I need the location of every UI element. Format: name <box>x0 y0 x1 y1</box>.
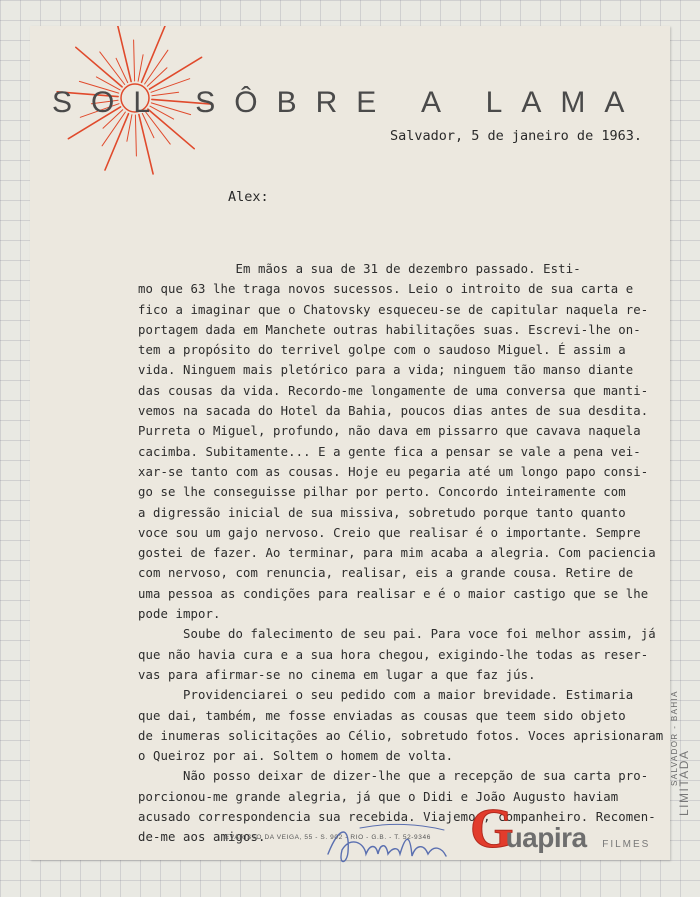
letter-line: pode impor. <box>138 607 221 622</box>
letter-line: que não havia cura e a sua hora chegou, exigindo-lhe todas as reser- <box>138 647 649 662</box>
letter-line: xar-se tanto com as cousas. Hoje eu pegaria até um longo papo consi- <box>138 464 649 479</box>
letterhead-side-text: SALVADOR - BAHIA <box>670 690 679 786</box>
letter-line: acusado correspondencia sua recebida. Viajemos, companheiro. Recomen- <box>138 810 656 825</box>
letter-line: Providenciarei o seu pedido com a maior brevidade. Estimaria <box>138 688 634 703</box>
letter-line: de-me aos amigos. <box>138 830 266 845</box>
letter-sheet <box>30 26 691 860</box>
letter-line: cacimba. Subitamente... E a gente fica a pensar se vale a pena vei- <box>138 444 641 459</box>
letter-line: com nervoso, com renuncia, realisar, eis a grande cousa. Retire de <box>138 566 634 581</box>
letter-body <box>138 259 698 848</box>
letter-line: Purreta o Miguel, profundo, não dava em pissarro que cavava naquela <box>138 424 641 439</box>
letter-line: Em mãos a sua de 31 de dezembro passado. Esti- <box>138 262 581 276</box>
letter-line: vas para afirmar-se no cinema em lugar a que faz jús. <box>138 667 536 682</box>
letter-line: Não posso deixar de dizer-lhe que a recepção de sua carta pro- <box>138 769 649 784</box>
letter-line: o Queiroz por ai. Soltem o homem de volta. <box>138 749 454 764</box>
letter-line: go se lhe conseguisse pilhar por perto. Concordo inteiramente com <box>138 485 626 500</box>
brand-initial: G <box>470 798 514 860</box>
letter-line: vida. Ninguem mais pletórico para a vida; ninguem tão manso diante <box>138 363 634 378</box>
letter-line: Soube do falecimento de seu pai. Para voce foi melhor assim, já <box>138 627 656 642</box>
letter-line: voce sou um gajo nervoso. Creio que realisar é o importante. Sempre <box>138 525 641 540</box>
letter-line: vemos na sacada do Hotel da Bahia, poucos dias antes de sua desdita. <box>138 404 649 419</box>
letter-line: a digressão inicial de sua missiva, sobretudo porque tanto quanto <box>138 505 626 520</box>
letter-line: uma pessoa as condições para realisar e é o maior castigo que se lhe <box>138 586 649 601</box>
sun-logo-icon <box>40 26 230 216</box>
letter-line: mo que 63 lhe traga novos sucessos. Leio o introito de sua carta e <box>138 282 634 297</box>
letter-line: tem a propósito do terrivel golpe com o saudoso Miguel. É assim a <box>138 343 626 358</box>
letter-dateline: Salvador, 5 de janeiro de 1963. <box>390 128 642 144</box>
letterhead-footer-address: EVARISTO DA VEIGA, 55 - S. 902 - RIO - G.B. - T. 52-9346 <box>225 834 431 841</box>
letter-line: porcionou-me grande alegria, já que o Didi e João Augusto haviam <box>138 789 619 804</box>
brand-name-rest: uapira <box>505 822 587 853</box>
handwritten-signature-icon <box>320 814 460 874</box>
brand-logo <box>470 798 652 860</box>
letter-salutation: Alex: <box>228 189 269 205</box>
letter-line: de inumeras solicitações ao Célio, sobretudo fotos. Voces aprisionaram <box>138 728 664 743</box>
letter-line: fico a imaginar que o Chatovsky esqueceu-se de capitular naquela re- <box>138 302 649 317</box>
letterhead-masthead: SOL SÔBRE A LAMA <box>52 86 644 119</box>
letterhead-side-legal: LIMITADA <box>677 749 691 816</box>
letter-line: das cousas da vida. Recordo-me longamente de uma conversa que manti- <box>138 383 649 398</box>
letter-line: portagem dada em Manchete outras habilitações suas. Escrevi-lhe on- <box>138 322 641 337</box>
brand-suffix: FILMES <box>602 839 651 850</box>
letter-line: que dai, também, me fosse enviadas as cousas que teem sido objeto <box>138 708 626 723</box>
letter-line: gostei de fazer. Ao terminar, para mim acaba a alegria. Com paciencia <box>138 546 656 561</box>
